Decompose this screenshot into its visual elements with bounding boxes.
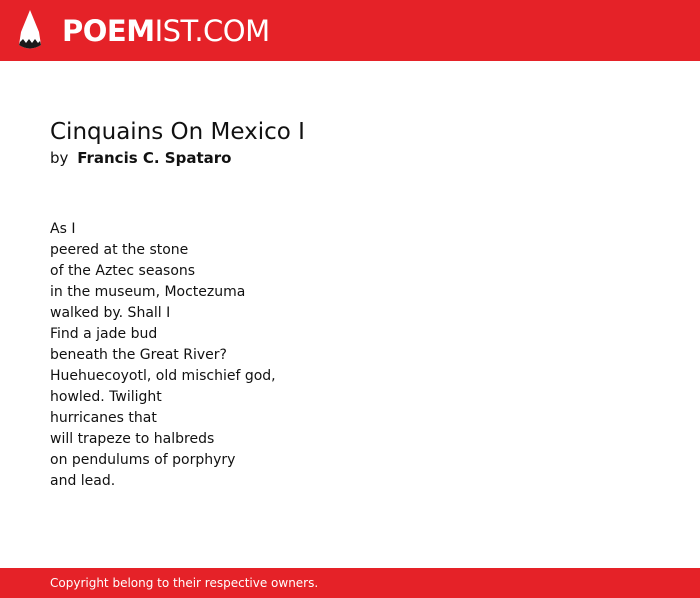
poem-line: peered at the stone <box>50 242 189 258</box>
site-logo-bold: POEM <box>62 14 155 48</box>
poem-line: will trapeze to halbreds <box>50 431 215 447</box>
site-logo-link[interactable] <box>17 9 270 53</box>
by-label: by <box>50 149 69 167</box>
site-header <box>0 0 700 61</box>
site-footer <box>0 568 700 598</box>
poem-line: hurricanes that <box>50 410 157 426</box>
author-link[interactable]: Francis C. Spataro <box>77 149 232 167</box>
poem-line: on pendulums of porphyry <box>50 452 236 468</box>
poem-line: of the Aztec seasons <box>50 263 196 279</box>
poem-line: and lead. <box>50 473 116 489</box>
poem-line: walked by. Shall I <box>50 305 171 321</box>
poem-line: Find a jade bud <box>50 326 158 342</box>
byline <box>50 147 650 169</box>
poem-title: Cinquains On Mexico I <box>50 119 305 145</box>
poem-line: howled. Twilight <box>50 389 162 405</box>
poem-line: in the museum, Moctezuma <box>50 284 246 300</box>
poem-body <box>50 219 650 492</box>
poem-line: As I <box>50 221 76 237</box>
poem-line: beneath the Great River? <box>50 347 227 363</box>
pencil-icon <box>17 9 43 53</box>
poem-line: Huehuecoyotl, old mischief god, <box>50 368 276 384</box>
poem-header <box>50 115 650 169</box>
copyright-text: Copyright belong to their respective owners. <box>50 576 319 590</box>
site-logo-light: IST.COM <box>154 14 270 48</box>
site-logo-text <box>62 9 270 53</box>
